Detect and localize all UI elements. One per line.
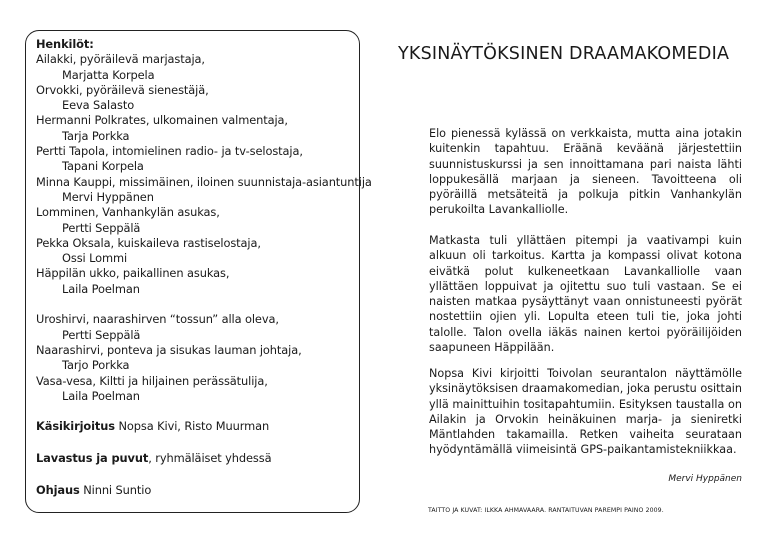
cast-role: Orvokki, pyöräilevä sienestäjä, bbox=[36, 82, 209, 97]
paragraph-text: Matkasta tuli yllättäen pitempi ja vaativampi kuin alkuun oli tarkoitus. Kartta ja kompassi olivat kotona eivätkä polut kulkeneetkaan Lavankalliolle vaan yllättäen loppuivat ja ojitettu suo tuli vastaan. Se ei naisten matkaa pysäyttänyt vaan onnistuneesti pyörät nostettiin ojien yli. Lopulta eteen tuli tie, joka johti talolle. Talon ovella iäkäs nainen kertoi pyöräilijöiden saapuneen Häppilään. bbox=[429, 234, 742, 355]
credit-direction-value: Ninni Suntio bbox=[79, 483, 152, 497]
cast-actor: Tarja Porkka bbox=[62, 128, 130, 143]
cast-role: Pertti Tapola, intomielinen radio- ja tv-selostaja, bbox=[36, 144, 303, 159]
cast-role: Lomminen, Vanhankylän asukas, bbox=[36, 205, 220, 220]
cast-role: Vasa-vesa, Kiltti ja hiljainen perässätulija, bbox=[36, 373, 268, 388]
paragraph-2 bbox=[429, 233, 742, 355]
credit-staging-label: Lavastus ja puvut bbox=[36, 451, 149, 465]
credit-staging-value: , ryhmäläiset yhdessä bbox=[148, 451, 272, 465]
cast-role: Naarashirvi, ponteva ja sisukas lauman johtaja, bbox=[36, 342, 302, 357]
credit-direction bbox=[36, 483, 151, 497]
author-signature: Mervi Hyppänen bbox=[668, 474, 742, 484]
cast-role: Ailakki, pyöräilevä marjastaja, bbox=[36, 52, 205, 67]
cast-role: Häppilän ukko, paikallinen asukas, bbox=[36, 266, 230, 281]
paragraph-1 bbox=[429, 126, 742, 218]
page-title: YKSINÄYTÖKSINEN DRAAMAKOMEDIA bbox=[398, 44, 730, 64]
paragraph-text: Elo pienessä kylässä on verkkaista, mutta aina jotakin kuitenkin tapahtuu. Eräänä keväänä järjestettiin suunnistuskurssi ja sen innoittamana pari naista lähti loppukesällä marjaan ja sieneen. Tavoitteena oli pyöräillä metsäteitä ja polkuja pitkin Vanhankylän perukoilta Lavankalliolle. bbox=[429, 127, 742, 217]
cast-heading: Henkilöt: bbox=[36, 37, 94, 51]
cast-actor: Laila Poelman bbox=[62, 281, 140, 296]
cast-actor: Marjatta Korpela bbox=[62, 67, 155, 82]
cast-role: Hermanni Polkrates, ulkomainen valmentaja, bbox=[36, 113, 288, 128]
credit-script-value: Nopsa Kivi, Risto Muurman bbox=[114, 419, 270, 433]
credit-script-label: Käsikirjoitus bbox=[36, 419, 115, 433]
cast-role: Uroshirvi, naarashirven “tossun” alla oleva, bbox=[36, 312, 279, 327]
print-info: TAITTO JA KUVAT: ILKKA AHMAVAARA. RANTAITUVAN PAREMPI PAINO 2009. bbox=[428, 507, 664, 514]
paragraph-text: Nopsa Kivi kirjoitti Toivolan seurantalon näyttämölle yksinäytöksisen draamakomedian, joka perustu osittain yllä mainittuihin tositapahtumiin. Esityksen taustalla on Ailakin ja Orvokin heinäkuinen marja- ja sieniretki Mäntlahden takamailla. Retken vaiheita seurataan hyödyntämällä viimeisintä GPS-paikantamistekniikkaa. bbox=[429, 367, 742, 457]
cast-actor: Mervi Hyppänen bbox=[62, 189, 154, 204]
cast-actor: Tapani Korpela bbox=[62, 159, 144, 174]
cast-actor: Ossi Lommi bbox=[62, 251, 128, 266]
credit-direction-label: Ohjaus bbox=[36, 483, 80, 497]
cast-role: Minna Kauppi, missimäinen, iloinen suunnistaja-asiantuntija bbox=[36, 174, 372, 189]
cast-actor: Laila Poelman bbox=[62, 388, 140, 403]
cast-list bbox=[36, 37, 372, 404]
cast-actor: Pertti Seppälä bbox=[62, 220, 141, 235]
credit-script bbox=[36, 419, 269, 433]
cast-actor: Tarjo Porkka bbox=[62, 358, 130, 373]
cast-actor: Pertti Seppälä bbox=[62, 327, 141, 342]
cast-actor: Eeva Salasto bbox=[62, 98, 135, 113]
cast-role: Pekka Oksala, kuiskaileva rastiselostaja, bbox=[36, 235, 261, 250]
credit-staging bbox=[36, 451, 271, 465]
paragraph-3 bbox=[429, 366, 742, 458]
